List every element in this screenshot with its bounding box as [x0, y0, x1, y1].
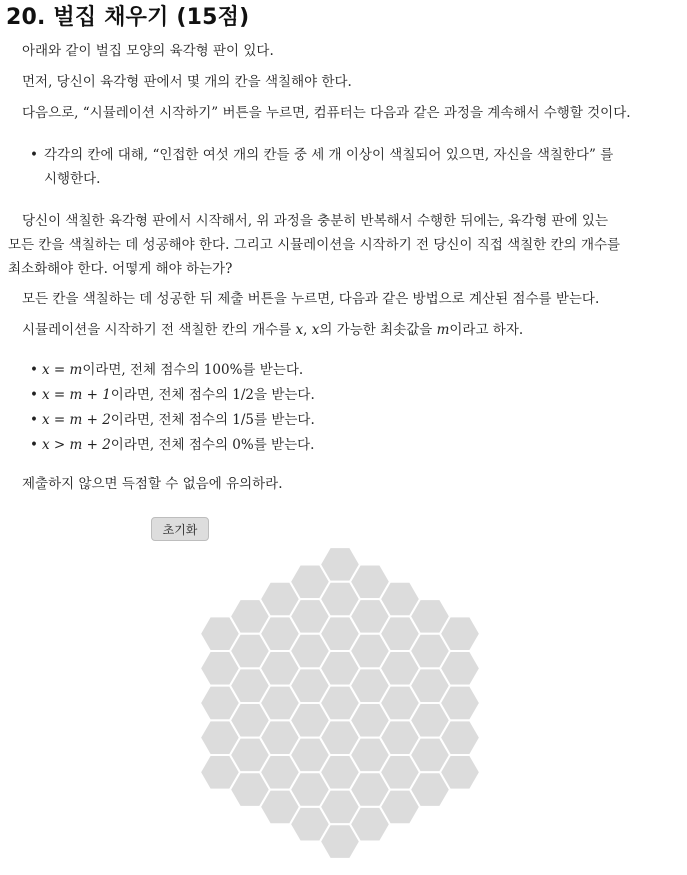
- para2-line-1: 당신이 색칠한 육각형 판에서 시작해서, 위 과정을 충분히 반복해서 수행한 뒤에는, 육각형 판에 있는: [22, 213, 609, 229]
- hex-cell[interactable]: [440, 616, 480, 651]
- bullet-dot: •: [30, 437, 38, 453]
- definition-post: 이라고 하자.: [449, 322, 524, 338]
- reset-button[interactable]: 초기화: [151, 517, 209, 541]
- intro-line-1: 아래와 같이 벌집 모양의 육각형 판이 있다.: [22, 43, 274, 59]
- rule-bullet-line1: 각각의 칸에 대해, “인접한 여섯 개의 칸들 중 세 개 이상이 색칠되어 있으면, 자신을 색칠한다” 를: [44, 147, 614, 163]
- para2-line-3: 최소화해야 한다. 어떻게 해야 하는가?: [8, 261, 233, 277]
- score-rule-math: x = m + 1: [42, 387, 111, 403]
- note-text: 제출하지 않으면 득점할 수 없음에 유의하라.: [22, 476, 283, 492]
- score-rule-math: x = m: [42, 362, 83, 378]
- var-m: m: [436, 322, 450, 338]
- para2-line-2: 모든 칸을 색칠하는 데 성공해야 한다. 그리고 시뮬레이션을 시작하기 전 당신이 직접 색칠한 칸의 개수를: [8, 237, 621, 253]
- definition-pre: 시뮬레이션을 시작하기 전 색칠한 칸의 개수를: [22, 322, 296, 338]
- score-rule-text: 이라면, 전체 점수의 1/2을 받는다.: [110, 387, 315, 403]
- hex-cell[interactable]: [440, 755, 480, 790]
- rule-bullet-line2: 시행한다.: [44, 171, 101, 187]
- definition-sep: ,: [303, 322, 312, 338]
- bullet-dot: •: [30, 387, 38, 403]
- var-x: x: [311, 322, 320, 338]
- score-rule-text: 이라면, 전체 점수의 0%를 받는다.: [110, 437, 315, 453]
- score-rule-text: 이라면, 전체 점수의 1/5를 받는다.: [110, 412, 315, 428]
- definition-mid: 의 가능한 최솟값을: [319, 322, 437, 338]
- intro-line-3: 다음으로, “시뮬레이션 시작하기” 버튼을 누르면, 컴퓨터는 다음과 같은 과정을 계속해서 수행할 것이다.: [22, 105, 631, 121]
- bullet-dot: •: [30, 147, 38, 163]
- hex-cell[interactable]: [440, 720, 480, 755]
- score-rule-text: 이라면, 전체 점수의 100%를 받는다.: [82, 362, 304, 378]
- score-rule-math: x = m + 2: [42, 412, 111, 428]
- bullet-dot: •: [30, 362, 38, 378]
- intro-line-2: 먼저, 당신이 육각형 판에서 몇 개의 칸을 색칠해야 한다.: [22, 74, 352, 90]
- hex-cell[interactable]: [440, 686, 480, 721]
- bullet-dot: •: [30, 412, 38, 428]
- scoring-intro: 모든 칸을 색칠하는 데 성공한 뒤 제출 버튼을 누르면, 다음과 같은 방법으로 계산된 점수를 받는다.: [22, 291, 600, 307]
- score-rule-math: x > m + 2: [42, 437, 111, 453]
- var-x: x: [295, 322, 304, 338]
- hex-cell[interactable]: [440, 651, 480, 686]
- problem-title: 20. 벌집 채우기 (15점): [6, 5, 250, 30]
